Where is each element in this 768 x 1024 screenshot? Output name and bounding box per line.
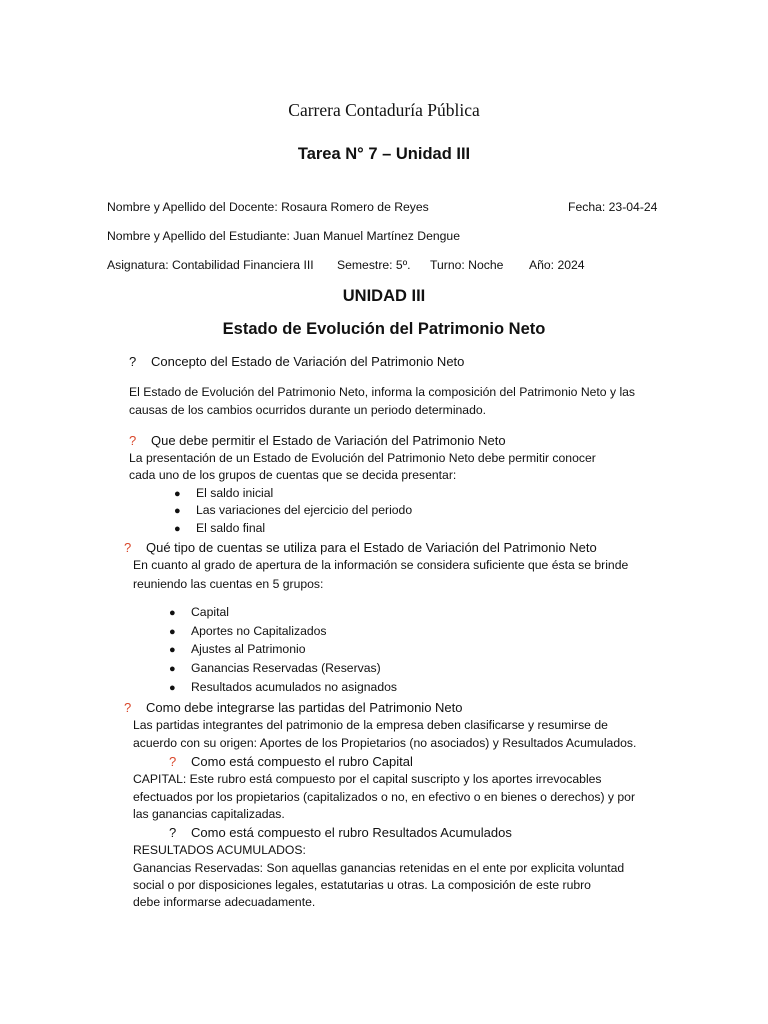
question-mark-icon: ? <box>124 700 132 715</box>
list-item: ● Aportes no Capitalizados <box>169 624 327 638</box>
task-title: Tarea N° 7 – Unidad III <box>297 145 471 163</box>
question-5 <box>169 754 413 769</box>
bullet-icon: ● <box>174 505 181 517</box>
question-mark-icon: ? <box>129 433 137 448</box>
semester-line: Semestre: 5º. <box>337 258 411 272</box>
question-mark-icon: ? <box>124 540 132 555</box>
answer-2-line-2: cada uno de los grupos de cuentas que se decida presentar: <box>129 468 457 482</box>
question-mark-icon: ? <box>129 354 137 369</box>
career-title: Carrera Contaduría Pública <box>288 100 480 120</box>
bullet-icon: ● <box>169 644 176 656</box>
list-item: ● El saldo inicial <box>174 486 274 500</box>
bullet-icon: ● <box>169 626 176 638</box>
question-text: Concepto del Estado de Variación del Patrimonio Neto <box>151 354 465 369</box>
answer-6-line-4: debe informarse adecuadamente. <box>133 895 316 909</box>
answer-1-line-1: El Estado de Evolución del Patrimonio Neto, informa la composición del Patrimonio Neto y las <box>129 385 636 399</box>
question-text: Como está compuesto el rubro Capital <box>191 754 413 769</box>
year-line: Año: 2024 <box>529 258 585 272</box>
question-6 <box>169 825 512 840</box>
bullet-icon: ● <box>174 523 181 535</box>
question-4 <box>124 700 463 715</box>
answer-2-line-1: La presentación de un Estado de Evolución del Patrimonio Neto debe permitir conocer <box>129 451 596 465</box>
unit-title: UNIDAD III <box>342 287 426 305</box>
answer-4-line-2: acuerdo con su origen: Aportes de los Propietarios (no asociados) y Resultados Acumulados. <box>133 736 637 750</box>
list-item: ● Resultados acumulados no asignados <box>169 680 397 694</box>
list-item: ● Ajustes al Patrimonio <box>169 642 306 656</box>
answer-4-line-1: Las partidas integrantes del patrimonio de la empresa deben clasificarse y resumirse de <box>133 718 608 732</box>
answer-6-line-1: RESULTADOS ACUMULADOS: <box>133 843 306 857</box>
bullet-icon: ● <box>169 663 176 675</box>
teacher-line: Nombre y Apellido del Docente: Rosaura Romero de Reyes <box>107 200 429 214</box>
question-text: Como está compuesto el rubro Resultados Acumulados <box>191 825 512 840</box>
question-mark-icon: ? <box>169 825 177 840</box>
question-text: Que debe permitir el Estado de Variación del Patrimonio Neto <box>151 433 506 448</box>
answer-5-line-1: CAPITAL: Este rubro está compuesto por el capital suscripto y los aportes irrevocables <box>133 772 602 786</box>
bullet-icon: ● <box>174 488 181 500</box>
question-1 <box>129 354 464 369</box>
shift-line: Turno: Noche <box>430 258 504 272</box>
student-line: Nombre y Apellido del Estudiante: Juan Manuel Martínez Dengue <box>107 229 460 243</box>
date-line: Fecha: 23-04-24 <box>568 200 658 214</box>
question-3 <box>124 540 597 555</box>
answer-5-line-2: efectuados por los propietarios (capitalizados o no, en efectivo o en bienes o derechos) y por <box>133 790 636 804</box>
question-text: Como debe integrarse las partidas del Patrimonio Neto <box>146 700 463 715</box>
answer-1-line-2: causas de los cambios ocurridos durante un periodo determinado. <box>129 403 487 417</box>
list-item: ● Capital <box>169 605 229 619</box>
question-text: Qué tipo de cuentas se utiliza para el Estado de Variación del Patrimonio Neto <box>146 540 597 555</box>
bullet-icon: ● <box>169 607 176 619</box>
answer-3-line-2: reuniendo las cuentas en 5 grupos: <box>133 577 324 591</box>
subject-line: Asignatura: Contabilidad Financiera III <box>107 258 314 272</box>
question-mark-icon: ? <box>169 754 177 769</box>
list-item: ● El saldo final <box>174 521 266 535</box>
answer-3-line-1: En cuanto al grado de apertura de la información se considera suficiente que ésta se brinde <box>133 558 629 572</box>
bullet-icon: ● <box>169 682 176 694</box>
answer-5-line-3: las ganancias capitalizadas. <box>133 807 285 821</box>
list-item: ● Las variaciones del ejercicio del periodo <box>174 503 413 517</box>
answer-6-line-2: Ganancias Reservadas: Son aquellas ganancias retenidas en el ente por explicita voluntad <box>133 861 625 875</box>
list-item: ● Ganancias Reservadas (Reservas) <box>169 661 381 675</box>
question-2 <box>129 433 506 448</box>
unit-subtitle: Estado de Evolución del Patrimonio Neto <box>222 320 546 338</box>
answer-6-line-3: social o por disposiciones legales, estatutarias u otras. La composición de este rubro <box>133 878 591 892</box>
